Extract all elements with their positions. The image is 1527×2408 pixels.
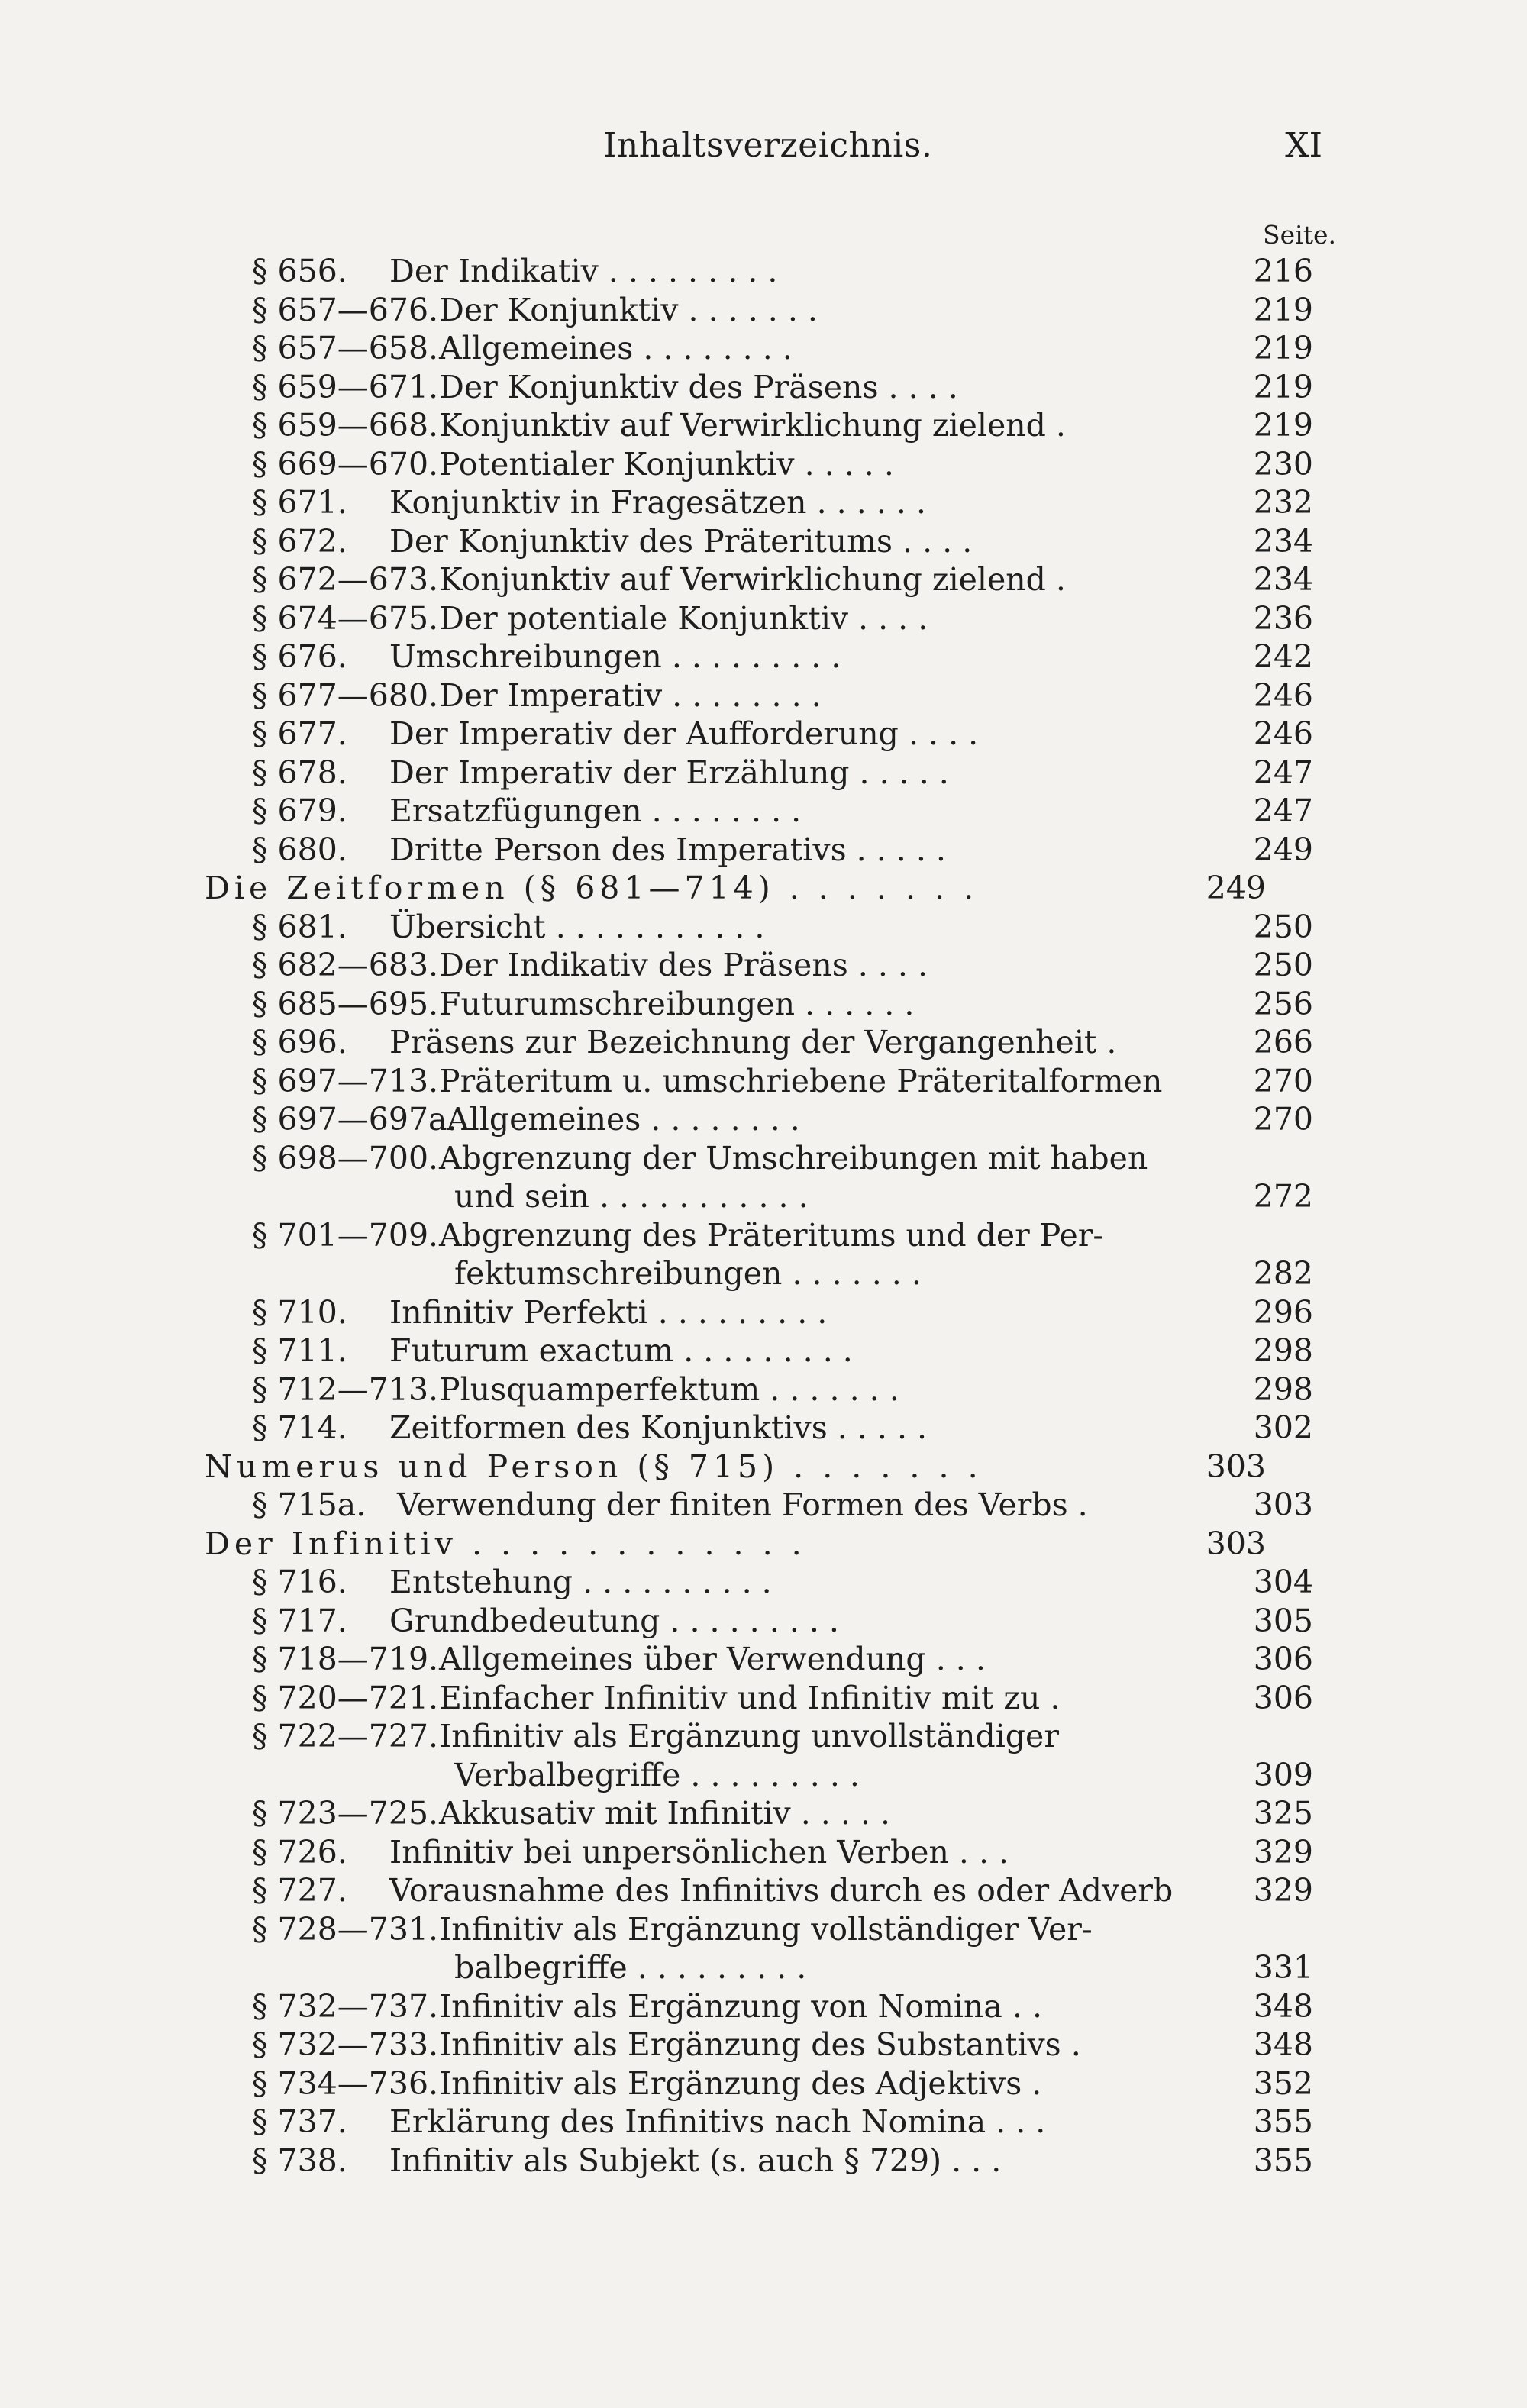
toc-entry-page: 348 [1253, 1987, 1313, 2025]
toc-entry [252, 1100, 1313, 1138]
toc-entry-section: § 727. [252, 1872, 347, 1909]
toc-entry-page: 296 [1253, 1293, 1313, 1331]
toc-entry-title: balbegriffe . . . . . . . . . [454, 1949, 807, 1986]
toc-entry-page: 219 [1253, 330, 1313, 366]
toc-entry-section: § 701—709. [252, 1216, 439, 1254]
toc-entry-section: § 698—700. [252, 1139, 439, 1177]
toc-entry-section: § 697—697a. [252, 1101, 457, 1138]
toc-entry-section: § 680. [252, 831, 347, 868]
toc-entry [252, 1948, 1313, 1987]
toc-entry-page: 298 [1253, 1370, 1313, 1408]
toc-entry-section: § 711. [252, 1332, 347, 1369]
running-head: Inhaltsverzeichnis. [603, 126, 933, 165]
toc-entry-section: § 659—671. [252, 368, 439, 405]
toc-entry-title: und sein . . . . . . . . . . . [454, 1178, 809, 1215]
toc-entry-title: Infinitiv als Ergänzung des Substantivs . [439, 2026, 1081, 2063]
toc-entry-title: Präsens zur Bezeichnung der Vergangenheit . [389, 1024, 1117, 1060]
toc-entry-section: § 712—713. [252, 1370, 439, 1408]
toc-entry-section: § 677. [252, 715, 347, 752]
toc-entry-title: Der potentiale Konjunktiv . . . . [439, 599, 928, 637]
toc-entry-title: Infinitiv als Ergänzung von Nomina . . [439, 1987, 1043, 2025]
toc-entry-section: § 671. [252, 484, 347, 521]
toc-entry-section: § 716. [252, 1564, 347, 1600]
toc-entry-section: § 722—727. [252, 1718, 439, 1754]
toc-entry-page: 303 [1206, 1525, 1266, 1562]
toc-entry [252, 715, 1313, 753]
toc-entry [252, 831, 1313, 869]
toc-entry [252, 522, 1313, 560]
toc-entry-page: 355 [1253, 2142, 1313, 2179]
toc-entry-page: 282 [1253, 1255, 1313, 1292]
toc-entry-title: Allgemeines . . . . . . . . [439, 330, 793, 366]
toc-entry-page: 352 [1253, 2064, 1313, 2102]
toc-entry-title: Infinitiv als Ergänzung des Adjektivs . [439, 2064, 1042, 2102]
toc-entry [252, 1293, 1313, 1332]
toc-entry-page: 298 [1253, 1332, 1313, 1369]
toc-entry-title: Plusquamperfektum . . . . . . . [439, 1370, 899, 1408]
toc-entry-section: § 685—695. [252, 985, 439, 1022]
toc-entry-page: 219 [1253, 407, 1313, 444]
toc-entry-title: Entstehung . . . . . . . . . . [389, 1564, 772, 1600]
toc-entry-page: 247 [1253, 792, 1313, 829]
toc-entry [252, 1987, 1313, 2025]
toc-entry-page: 329 [1253, 1833, 1313, 1871]
toc-entry-title: Abgrenzung der Umschreibungen mit haben [439, 1139, 1148, 1177]
toc-entry [252, 2103, 1313, 2141]
toc-entry-title: Futurumschreibungen . . . . . . [439, 985, 915, 1022]
toc-entry-title: Infinitiv als Ergänzung vollständiger Ver- [439, 1910, 1093, 1948]
toc-entry-section: § 717. [252, 1602, 347, 1639]
toc-entry [252, 368, 1313, 406]
toc-entry-page: 219 [1253, 291, 1313, 328]
toc-entry-section: § 682—683. [252, 947, 439, 983]
toc-entry-title: Allgemeines . . . . . . . . [447, 1101, 800, 1138]
toc-entry [252, 1871, 1313, 1909]
toc-entry-page: 306 [1253, 1679, 1313, 1716]
toc-entry [252, 1756, 1313, 1794]
toc-entry-title: Die Zeitformen (§ 681—714) . . . . . . . [205, 870, 979, 906]
toc-entry-page: 242 [1253, 638, 1313, 675]
toc-entry [252, 1177, 1313, 1215]
toc-entry [252, 445, 1313, 483]
toc-entry-section: § 677—680. [252, 676, 439, 714]
toc-entry-page: 249 [1206, 870, 1266, 906]
toc-entry [252, 2064, 1313, 2103]
toc-entry-section: § 726. [252, 1833, 347, 1871]
toc-entry-section: § 672—673. [252, 561, 439, 598]
toc-entry-section: § 678. [252, 754, 347, 791]
toc-entry-title: Ersatzfügungen . . . . . . . . [389, 792, 802, 829]
toc-entry-title: Der Imperativ . . . . . . . . [439, 676, 822, 714]
toc-entry-title: Allgemeines über Verwendung . . . [439, 1641, 986, 1677]
toc-entry-page: 270 [1253, 1062, 1313, 1099]
toc-entry [252, 1254, 1313, 1293]
toc-entry-page: 250 [1253, 908, 1313, 945]
toc-entry [252, 560, 1313, 599]
toc-entry-title: Der Konjunktiv des Präsens . . . . [439, 368, 958, 405]
toc-entry-title: Übersicht . . . . . . . . . . . [389, 908, 765, 945]
toc-entry [252, 1062, 1313, 1100]
toc-entry-page: 302 [1253, 1409, 1313, 1446]
toc-entry [252, 1486, 1313, 1524]
toc-entry [252, 985, 1313, 1023]
toc-entry [252, 1409, 1313, 1447]
toc-entry-section: § 697—713. [252, 1062, 439, 1099]
toc-entry [252, 483, 1313, 521]
toc-entry-section: § 728—731. [252, 1910, 439, 1948]
toc-entry-title: Numerus und Person (§ 715) . . . . . . . [205, 1448, 983, 1485]
toc-entry-title: Infinitiv bei unpersönlichen Verben . . . [389, 1833, 1009, 1871]
toc-entry [252, 1717, 1199, 1755]
toc-entry-title: Konjunktiv in Fragesätzen . . . . . . [389, 484, 926, 521]
toc-entry [252, 1794, 1313, 1832]
toc-entry-section: § 718—719. [252, 1641, 439, 1677]
toc-entry [252, 599, 1313, 638]
toc-entry-section: § 737. [252, 2103, 347, 2140]
toc-entry-page: 305 [1253, 1602, 1313, 1639]
toc-entry-title: Zeitformen des Konjunktivs . . . . . [389, 1409, 928, 1446]
toc-entry-section: § 723—725. [252, 1795, 439, 1832]
toc-entry-title: Erklärung des Infinitivs nach Nomina . . . [389, 2103, 1046, 2140]
toc-entry-page: 348 [1253, 2026, 1313, 2063]
toc-entry-section: § 696. [252, 1024, 347, 1060]
toc-entry-section: § 674—675. [252, 599, 439, 637]
toc-entry-page: 304 [1253, 1564, 1313, 1600]
toc-entry-title: Einfacher Infinitiv und Infinitiv mit zu . [439, 1679, 1061, 1716]
toc-entry-page: 230 [1253, 445, 1313, 483]
toc-entry-title: Der Infinitiv . . . . . . . . . . . . [205, 1525, 806, 1562]
toc-entry [252, 1216, 1199, 1254]
toc-entry-section: § 714. [252, 1409, 347, 1446]
toc-entry-page: 234 [1253, 561, 1313, 598]
toc-entry-title: Der Indikativ . . . . . . . . . [389, 253, 778, 289]
toc-entry-title: fektumschreibungen . . . . . . . [454, 1255, 922, 1292]
toc-entry-title: Infinitiv Perfekti . . . . . . . . . [389, 1293, 828, 1331]
toc-entry [252, 291, 1313, 329]
toc-entry-page: 250 [1253, 947, 1313, 983]
toc-entry-section: § 679. [252, 792, 347, 829]
toc-section-heading [205, 1448, 1266, 1486]
toc-entry-section: § 676. [252, 638, 347, 675]
toc-entry [252, 252, 1313, 290]
toc-section-heading [205, 1525, 1266, 1563]
toc-entry-title: Präteritum u. umschriebene Präteritalformen [439, 1062, 1163, 1099]
toc-entry-title: Umschreibungen . . . . . . . . . [389, 638, 841, 675]
toc-entry [252, 792, 1313, 830]
toc-entry [252, 1640, 1313, 1678]
toc-entry [252, 1139, 1199, 1177]
toc-entry [252, 2025, 1313, 2064]
toc-entry-title: Der Imperativ der Erzählung . . . . . [389, 754, 949, 791]
toc-entry-section: § 681. [252, 908, 347, 945]
toc-entry-title: Vorausnahme des Infinitivs durch es oder Adverb [389, 1872, 1173, 1909]
toc-entry-title: Konjunktiv auf Verwirklichung zielend . [439, 407, 1066, 444]
toc-entry-section: § 657—658. [252, 330, 439, 366]
toc-entry-page: 219 [1253, 368, 1313, 405]
toc-entry [252, 2142, 1313, 2180]
toc-entry-title: Konjunktiv auf Verwirklichung zielend . [439, 561, 1066, 598]
toc-entry [252, 1023, 1313, 1061]
page-column-label: Seite. [1263, 220, 1336, 250]
toc-entry-title: Der Indikativ des Präsens . . . . [439, 947, 928, 983]
toc-entry [252, 1370, 1313, 1409]
toc-entry-page: 247 [1253, 754, 1313, 791]
toc-entry-section: § 672. [252, 522, 347, 560]
toc-entry [252, 676, 1313, 715]
toc-entry-page: 270 [1253, 1101, 1313, 1138]
toc-entry-page: 249 [1253, 831, 1313, 868]
toc-entry-page: 309 [1253, 1756, 1313, 1793]
toc-entry [252, 1833, 1313, 1871]
toc-entry-section: § 732—737. [252, 1987, 439, 2025]
toc-entry-title: Potentialer Konjunktiv . . . . . [439, 445, 894, 483]
toc-entry-section: § 656. [252, 253, 347, 289]
toc-entry-title: Der Konjunktiv des Präteritums . . . . [389, 522, 973, 560]
toc-entry-page: 355 [1253, 2103, 1313, 2140]
toc-entry [252, 754, 1313, 792]
toc-entry-page: 246 [1253, 676, 1313, 714]
toc-entry [252, 406, 1313, 444]
toc-entry-page: 266 [1253, 1024, 1313, 1060]
toc-entry-page: 272 [1253, 1178, 1313, 1215]
toc-entry [252, 1332, 1313, 1370]
toc-entry-title: Verwendung der finiten Formen des Verbs . [397, 1486, 1088, 1523]
toc-entry-title: Grundbedeutung . . . . . . . . . [389, 1602, 839, 1639]
toc-entry-page: 216 [1253, 253, 1313, 289]
toc-entry-section: § 734—736. [252, 2064, 439, 2102]
page-number: XI [1285, 126, 1322, 165]
toc-entry-section: § 710. [252, 1293, 347, 1331]
toc-entry-section: § 669—670. [252, 445, 439, 483]
toc-entry [252, 1679, 1313, 1717]
toc-entry [252, 1563, 1313, 1601]
toc-entry-page: 234 [1253, 522, 1313, 560]
toc-entry-title: Infinitiv als Subjekt (s. auch § 729) . . . [389, 2142, 1002, 2179]
toc-entry-page: 232 [1253, 484, 1313, 521]
toc-entry-section: § 715a. [252, 1486, 366, 1523]
toc-entry-title: Abgrenzung des Präteritums und der Per- [439, 1216, 1104, 1254]
toc-entry-page: 325 [1253, 1795, 1313, 1832]
toc-section-heading [205, 869, 1266, 907]
toc-entry-title: Der Imperativ der Aufforderung . . . . [389, 715, 979, 752]
toc-entry-page: 303 [1206, 1448, 1266, 1485]
toc-entry-page: 303 [1253, 1486, 1313, 1523]
toc-entry [252, 908, 1313, 946]
toc-entry-page: 246 [1253, 715, 1313, 752]
toc-entry-section: § 657—676. [252, 291, 439, 328]
toc-entry [252, 329, 1313, 367]
toc-entry-page: 331 [1253, 1949, 1313, 1986]
toc-entry-section: § 659—668. [252, 407, 439, 444]
toc-entry-title: Der Konjunktiv . . . . . . . [439, 291, 818, 328]
toc-entry-page: 236 [1253, 599, 1313, 637]
toc-entry-section: § 738. [252, 2142, 347, 2179]
toc-entry [252, 638, 1313, 676]
toc-entry [252, 946, 1313, 984]
toc-entry [252, 1910, 1199, 1948]
toc-entry-page: 329 [1253, 1872, 1313, 1909]
toc-entry-section: § 732—733. [252, 2026, 439, 2063]
toc-entry-section: § 720—721. [252, 1679, 439, 1716]
toc-entry [252, 1602, 1313, 1640]
toc-entry-page: 306 [1253, 1641, 1313, 1677]
toc-entry-title: Futurum exactum . . . . . . . . . [389, 1332, 853, 1369]
toc-entry-title: Akkusativ mit Infinitiv . . . . . [439, 1795, 891, 1832]
toc-entry-title: Dritte Person des Imperativs . . . . . [389, 831, 946, 868]
toc-entry-page: 256 [1253, 985, 1313, 1022]
toc-entry-title: Infinitiv als Ergänzung unvollständiger [439, 1718, 1059, 1754]
toc-entry-title: Verbalbegriffe . . . . . . . . . [454, 1756, 860, 1793]
